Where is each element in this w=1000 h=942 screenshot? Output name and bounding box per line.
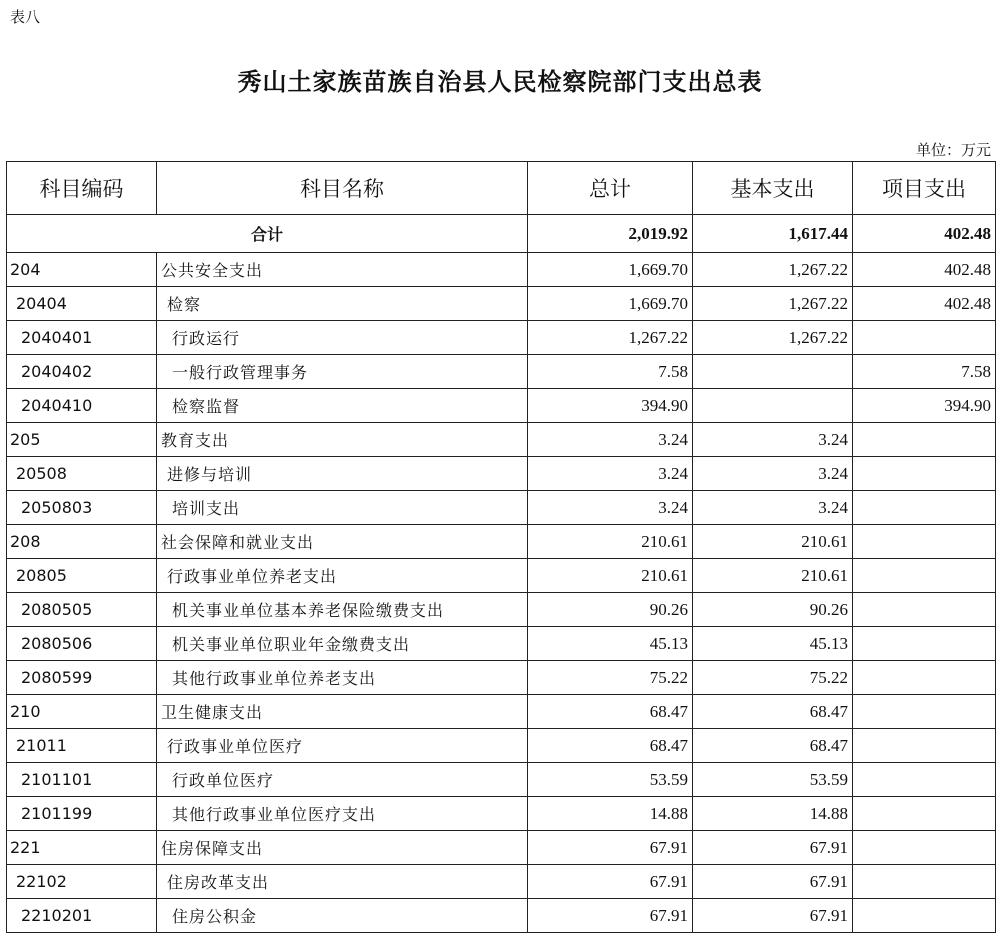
header-project: 项目支出 — [853, 162, 996, 215]
row-code: 2210201 — [7, 899, 157, 933]
row-name: 行政运行 — [157, 321, 528, 355]
row-basic: 1,267.22 — [693, 253, 853, 287]
total-label: 合计 — [7, 215, 528, 253]
row-name: 公共安全支出 — [157, 253, 528, 287]
row-total: 1,267.22 — [528, 321, 693, 355]
row-code: 2080505 — [7, 593, 157, 627]
row-code: 208 — [7, 525, 157, 559]
table-row — [7, 695, 996, 729]
table-row — [7, 559, 996, 593]
header-row — [7, 162, 996, 215]
row-code: 20404 — [7, 287, 157, 321]
table-row — [7, 763, 996, 797]
row-basic: 67.91 — [693, 899, 853, 933]
row-total: 3.24 — [528, 457, 693, 491]
row-basic — [693, 355, 853, 389]
row-total: 210.61 — [528, 559, 693, 593]
row-code: 221 — [7, 831, 157, 865]
table-row — [7, 593, 996, 627]
row-project: 7.58 — [853, 355, 996, 389]
row-code: 2040402 — [7, 355, 157, 389]
row-basic: 67.91 — [693, 831, 853, 865]
row-basic — [693, 389, 853, 423]
total-project: 402.48 — [853, 215, 996, 253]
row-total: 7.58 — [528, 355, 693, 389]
row-project: 402.48 — [853, 253, 996, 287]
table-row — [7, 729, 996, 763]
table-row — [7, 661, 996, 695]
table-row — [7, 491, 996, 525]
unit-label: 单位：万元 — [915, 141, 991, 159]
table-row — [7, 287, 996, 321]
table-number: 表八 — [10, 8, 41, 26]
table-row — [7, 355, 996, 389]
row-basic: 3.24 — [693, 491, 853, 525]
row-code: 2101101 — [7, 763, 157, 797]
row-project — [853, 899, 996, 933]
row-code: 22102 — [7, 865, 157, 899]
table-row — [7, 321, 996, 355]
row-basic: 3.24 — [693, 423, 853, 457]
row-project — [853, 457, 996, 491]
row-total: 210.61 — [528, 525, 693, 559]
row-project: 402.48 — [853, 287, 996, 321]
row-code: 2080506 — [7, 627, 157, 661]
row-code: 20508 — [7, 457, 157, 491]
row-project — [853, 729, 996, 763]
row-project — [853, 661, 996, 695]
header-total: 总计 — [528, 162, 693, 215]
row-basic: 1,267.22 — [693, 287, 853, 321]
header-basic: 基本支出 — [693, 162, 853, 215]
row-code: 21011 — [7, 729, 157, 763]
row-name: 行政单位医疗 — [157, 763, 528, 797]
row-name: 机关事业单位基本养老保险缴费支出 — [157, 593, 528, 627]
row-total: 3.24 — [528, 423, 693, 457]
row-project — [853, 763, 996, 797]
row-name: 检察 — [157, 287, 528, 321]
row-name: 一般行政管理事务 — [157, 355, 528, 389]
row-name: 住房改革支出 — [157, 865, 528, 899]
table-row — [7, 389, 996, 423]
row-code: 2080599 — [7, 661, 157, 695]
row-name: 社会保障和就业支出 — [157, 525, 528, 559]
row-basic: 210.61 — [693, 559, 853, 593]
row-basic: 45.13 — [693, 627, 853, 661]
table-row — [7, 865, 996, 899]
header-code: 科目编码 — [7, 162, 157, 215]
row-total: 75.22 — [528, 661, 693, 695]
total-sum: 2,019.92 — [528, 215, 693, 253]
row-name: 机关事业单位职业年金缴费支出 — [157, 627, 528, 661]
table-row — [7, 831, 996, 865]
row-basic: 68.47 — [693, 729, 853, 763]
row-project — [853, 627, 996, 661]
table-row — [7, 797, 996, 831]
row-code: 2101199 — [7, 797, 157, 831]
table-row — [7, 525, 996, 559]
row-code: 20805 — [7, 559, 157, 593]
row-total: 67.91 — [528, 831, 693, 865]
row-name: 其他行政事业单位养老支出 — [157, 661, 528, 695]
row-basic: 68.47 — [693, 695, 853, 729]
row-project — [853, 423, 996, 457]
row-total: 394.90 — [528, 389, 693, 423]
row-project — [853, 593, 996, 627]
row-name: 住房保障支出 — [157, 831, 528, 865]
row-total: 67.91 — [528, 865, 693, 899]
row-basic: 90.26 — [693, 593, 853, 627]
row-basic: 53.59 — [693, 763, 853, 797]
row-code: 210 — [7, 695, 157, 729]
row-name: 卫生健康支出 — [157, 695, 528, 729]
row-total: 68.47 — [528, 695, 693, 729]
total-row — [7, 215, 996, 253]
row-total: 1,669.70 — [528, 287, 693, 321]
row-basic: 67.91 — [693, 865, 853, 899]
table-row — [7, 899, 996, 933]
row-total: 3.24 — [528, 491, 693, 525]
row-name: 行政事业单位医疗 — [157, 729, 528, 763]
row-basic: 14.88 — [693, 797, 853, 831]
row-name: 教育支出 — [157, 423, 528, 457]
table-row — [7, 457, 996, 491]
row-code: 2040401 — [7, 321, 157, 355]
row-total: 90.26 — [528, 593, 693, 627]
row-code: 2050803 — [7, 491, 157, 525]
row-name: 其他行政事业单位医疗支出 — [157, 797, 528, 831]
row-basic: 1,267.22 — [693, 321, 853, 355]
row-project: 394.90 — [853, 389, 996, 423]
row-project — [853, 797, 996, 831]
row-name: 进修与培训 — [157, 457, 528, 491]
row-total: 53.59 — [528, 763, 693, 797]
table-row — [7, 253, 996, 287]
row-project — [853, 831, 996, 865]
row-project — [853, 321, 996, 355]
row-project — [853, 491, 996, 525]
table-body — [7, 215, 996, 933]
table-row — [7, 423, 996, 457]
row-basic: 3.24 — [693, 457, 853, 491]
row-total: 68.47 — [528, 729, 693, 763]
row-total: 45.13 — [528, 627, 693, 661]
row-project — [853, 525, 996, 559]
total-basic: 1,617.44 — [693, 215, 853, 253]
table-row — [7, 627, 996, 661]
row-name: 住房公积金 — [157, 899, 528, 933]
row-name: 行政事业单位养老支出 — [157, 559, 528, 593]
page-title: 秀山土家族苗族自治县人民检察院部门支出总表 — [237, 67, 763, 96]
header-name: 科目名称 — [157, 162, 528, 215]
row-total: 14.88 — [528, 797, 693, 831]
row-total: 67.91 — [528, 899, 693, 933]
row-code: 2040410 — [7, 389, 157, 423]
expenditure-table — [6, 161, 996, 933]
row-name: 培训支出 — [157, 491, 528, 525]
row-project — [853, 865, 996, 899]
row-code: 205 — [7, 423, 157, 457]
row-total: 1,669.70 — [528, 253, 693, 287]
row-basic: 210.61 — [693, 525, 853, 559]
row-project — [853, 559, 996, 593]
row-project — [853, 695, 996, 729]
row-code: 204 — [7, 253, 157, 287]
row-basic: 75.22 — [693, 661, 853, 695]
row-name: 检察监督 — [157, 389, 528, 423]
